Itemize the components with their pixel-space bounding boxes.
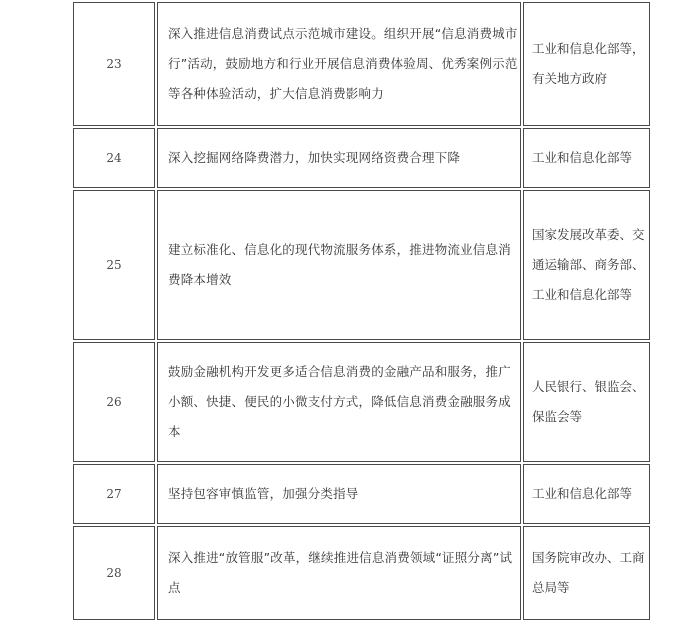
row-number: 28 [73,526,155,620]
row-number: 24 [73,128,155,188]
task-description: 坚持包容审慎监管，加强分类指导 [157,464,521,524]
responsible-department: 工业和信息化部等 [523,128,650,188]
task-description: 鼓励金融机构开发更多适合信息消费的金融产品和服务，推广小额、快捷、便民的小微支付方式，降低信息消费金融服务成本 [157,342,521,462]
table-row [73,526,650,620]
row-number: 27 [73,464,155,524]
responsible-department: 国家发展改革委、交通运输部、商务部、工业和信息化部等 [523,190,650,340]
table-row [73,190,650,340]
task-description: 深入挖掘网络降费潜力，加快实现网络资费合理下降 [157,128,521,188]
row-number: 26 [73,342,155,462]
responsible-department: 工业和信息化部等，有关地方政府 [523,2,650,126]
row-number: 23 [73,2,155,126]
task-description: 建立标准化、信息化的现代物流服务体系，推进物流业信息消费降本增效 [157,190,521,340]
table-row [73,342,650,462]
table-row [73,128,650,188]
responsible-department: 国务院审改办、工商总局等 [523,526,650,620]
task-description: 深入推进“放管服”改革，继续推进信息消费领域“证照分离”试点 [157,526,521,620]
responsible-department: 工业和信息化部等 [523,464,650,524]
task-table [71,0,652,622]
table-row [73,2,650,126]
responsible-department: 人民银行、银监会、保监会等 [523,342,650,462]
table-row [73,464,650,524]
task-description: 深入推进信息消费试点示范城市建设。组织开展“信息消费城市行”活动，鼓励地方和行业开展信息消费体验周、优秀案例示范等各种体验活动，扩大信息消费影响力 [157,2,521,126]
row-number: 25 [73,190,155,340]
